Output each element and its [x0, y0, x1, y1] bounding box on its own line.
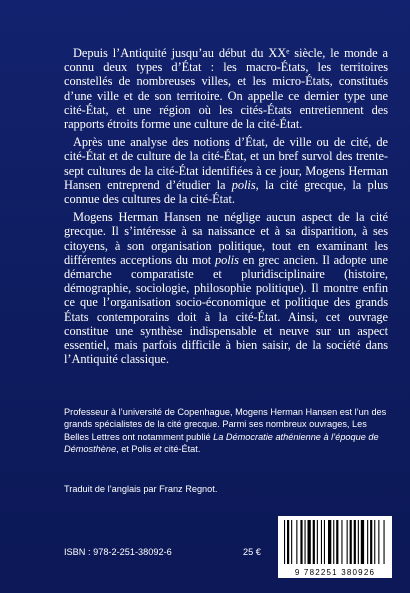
bio-text-c: .: [197, 444, 201, 455]
book-title-2c: cité-État: [164, 444, 198, 455]
isbn: ISBN : 978-2-251-38092-6: [64, 547, 172, 557]
description-paragraph-3: [64, 210, 388, 366]
paragraph-3-text-a: Mogens Herman Hansen ne néglige aucun aspect de la cité grecque. Il s’intéresse à sa naissance et à sa disparition, à ses citoyens, à son organisation politique, tout en examinant les différentes acceptions du mot: [64, 210, 388, 267]
paragraph-1-text: Depuis l’Antiquité jusqu’au début du XXᵉ siècle, le monde a connu deux types d’État : les macro-États, les territoires constellés de nombreuses villes, et les micro-États, constitués d’une ville et de son territoire. On appelle ce dernier type une cité-État, et une région où les cités-États entretiennent des rapports étroits forme une culture de la cité-État.: [64, 46, 388, 132]
book-title-2a: Polis: [131, 444, 152, 455]
paragraph-2-text-b: , la cité grecque, la plus connue des cultures de la cité-État.: [64, 177, 388, 207]
barcode: [278, 516, 392, 578]
paragraph-2-italic: polis: [231, 177, 256, 192]
bio-text-a: Professeur à l’université de Copenhague, Mogens Herman Hansen est l’un des grands spécialistes de la cité grecque. Parmi ses nombreux ouvrages, Les Belles Lettres ont notamment publié: [64, 407, 387, 442]
paragraph-3-text-b: en grec ancien. Il adopte une démarche comparatiste et pluridisciplinaire (histoire, démographie, sociologie, philosophie politique). Il montre enfin ce que l’organisation socio-économique et politique des grands États contemporains doit à la cité-État. Ainsi, cet ouvrage constitue une synthèse indispensable et neuve sur un aspect essentiel, mais parfois difficile à bien saisir, de la société dans l’Antiquité classique.: [64, 252, 388, 367]
description-paragraph-1: [64, 46, 388, 131]
book-title-1: La Démocratie athénienne à l’époque de Démosthène: [64, 431, 379, 455]
bio-text-b: , et: [116, 444, 132, 455]
description-paragraph-2: [64, 135, 388, 206]
paragraph-2-text-a: Après une analyse des notions d’État, de ville ou de cité, de cité-État et de culture de la cité-État, et un bref survol des trente-sept cultures de la cité-État identifiées à ce jour, Mogens Herman Hansen entreprend d’étudier la: [64, 135, 388, 192]
author-bio-paragraph: [64, 406, 388, 456]
barcode-bars: [278, 516, 392, 566]
book-title-2b: et: [151, 444, 165, 455]
paragraph-3-italic: polis: [215, 252, 239, 267]
barcode-number: 9 782251 380926: [294, 568, 376, 577]
price: 25 €: [243, 547, 261, 557]
author-bio: [64, 406, 388, 456]
translator-credit: Traduit de l’anglais par Franz Regnot.: [64, 484, 218, 494]
description: [64, 46, 388, 370]
